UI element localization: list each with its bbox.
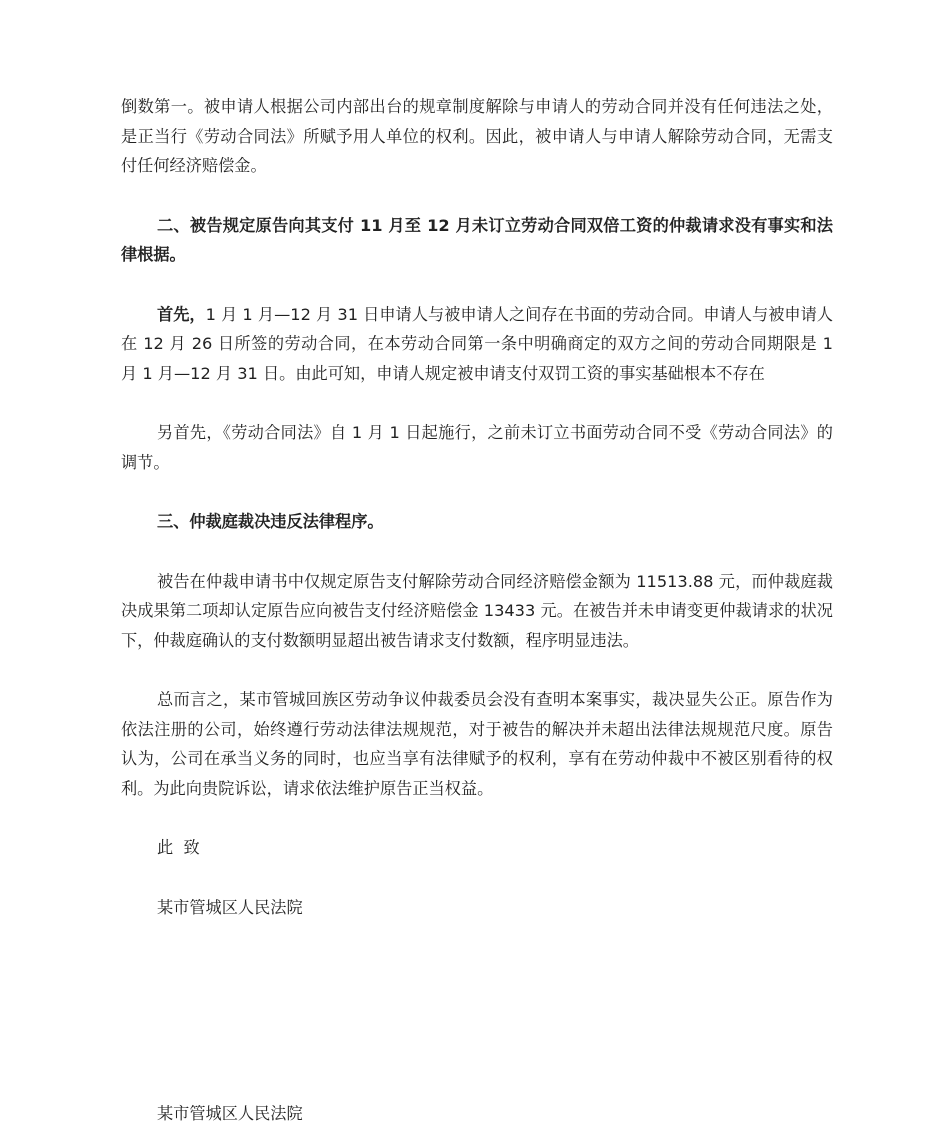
- recipient-court: 某市管城区人民法院: [157, 897, 303, 917]
- document-body: [121, 92, 833, 922]
- paragraph-first-body: 1 月 1 月—12 月 31 日申请人与被申请人之间存在书面的劳动合同。申请人与被申请人在 12 月 26 日所签的劳动合同，在本劳动合同第一条中明确商定的双方之间的劳动合同期限是 1 月 1 月—12 月 31 日。由此可知，申请人规定被申请支付双罚工资的事实基础根本不存在: [121, 304, 833, 383]
- closing-salutation: 此 致: [157, 838, 200, 857]
- paragraph-continuation: 倒数第一。被申请人根据公司内部出台的规章制度解除与申请人的劳动合同并没有任何违法之处，是正当行《劳动合同法》所赋予用人单位的权利。因此，被申请人与申请人解除劳动合同，无需支付任何经济赔偿金。: [121, 97, 833, 175]
- paragraph-third: 被告在仲裁申请书中仅规定原告支付解除劳动合同经济赔偿金额为 11513.88 元，而仲裁庭裁决成果第二项却认定原告应向被告支付经济赔偿金 13433 元。在被告并未申请变更仲裁请求的状况下，仲裁庭确认的支付数额明显超出被告请求支付数额，程序明显违法。: [121, 571, 833, 650]
- footer-court-name: 某市管城区人民法院: [157, 1104, 303, 1123]
- paragraph-first: [121, 300, 833, 389]
- paragraph-first-lead: 首先，: [157, 304, 206, 324]
- paragraph-second: 另首先，《劳动合同法》自 1 月 1 日起施行，之前未订立书面劳动合同不受《劳动合同法》的调节。: [121, 423, 833, 472]
- section-heading-2: 二、被告规定原告向其支付 11 月至 12 月未订立劳动合同双倍工资的仲裁请求没有事实和法律根据。: [121, 215, 833, 264]
- section-heading-3: 三、仲裁庭裁决违反法律程序。: [157, 512, 384, 531]
- paragraph-conclusion: 总而言之，某市管城回族区劳动争议仲裁委员会没有查明本案事实，裁决显失公正。原告作为依法注册的公司，始终遵行劳动法律法规规范，对于被告的解决并未超出法律法规规范尺度。原告认为，公司在承当义务的同时，也应当享有法律赋予的权利，享有在劳动仲裁中不被区别看待的权利。为此向贵院诉讼，请求依法维护原告正当权益。: [121, 690, 833, 798]
